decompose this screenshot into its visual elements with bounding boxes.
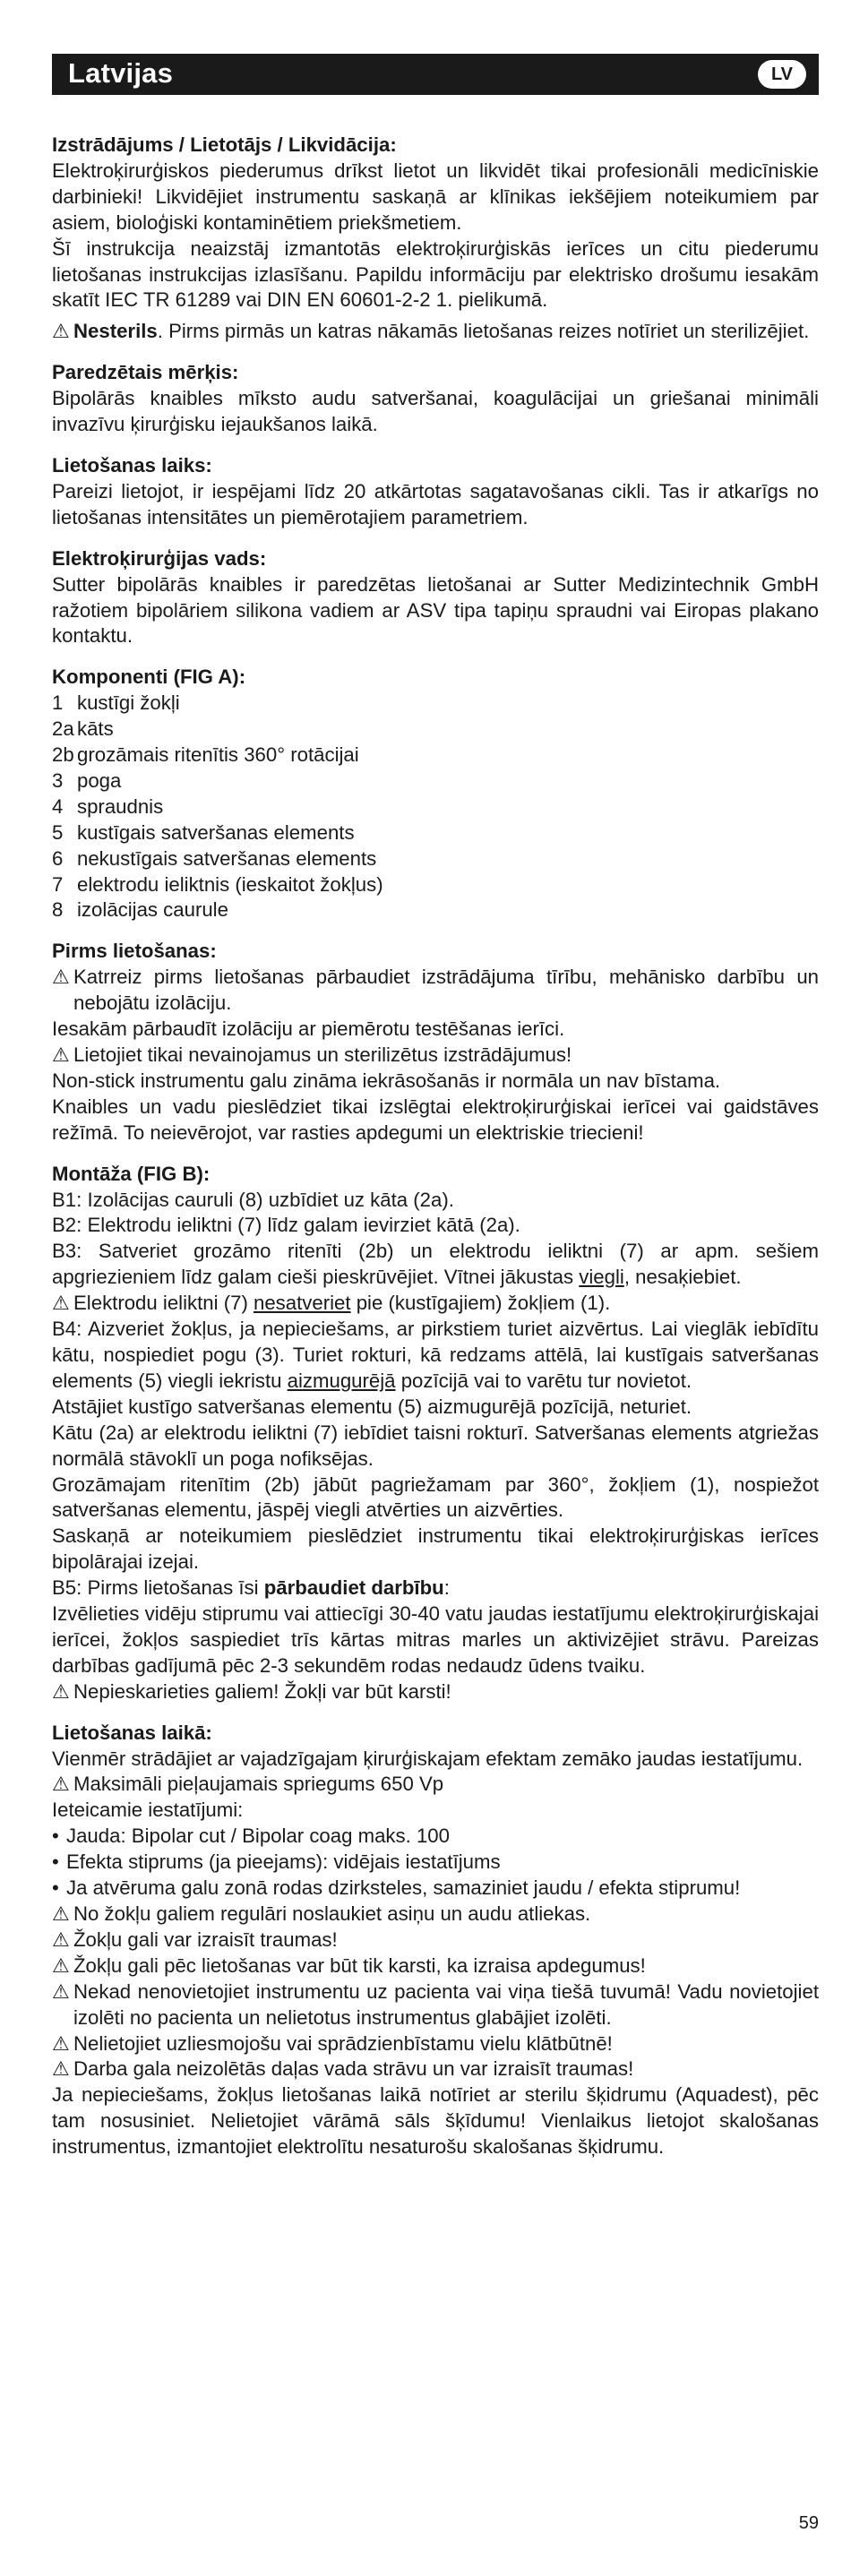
warning-line: ⚠ Žokļu gali pēc lietošanas var būt tik karsti, ka izraisa apdegumus! — [52, 1953, 819, 1979]
warning-line: ⚠ Darba gala neizolētās daļas vada strāvu un var izraisīt traumas! — [52, 2057, 819, 2082]
paragraph: Knaibles un vadu pieslēdziet tikai izslēgtai elektroķirurģiskai ierīcei vai gaidstāves režīmā. To neievērojot, var rasties apdegumi un elektriskie triecieni! — [52, 1095, 819, 1144]
warning-line — [52, 319, 819, 345]
warning-icon: ⚠ — [52, 320, 70, 343]
section-service-life — [52, 453, 819, 531]
bullet-item: • Efekta stiprums (ja pieejams): vidējais iestatījums — [52, 1850, 819, 1876]
paragraph: Kātu (2a) ar elektrodu ieliktni (7) iebīdiet taisni rokturī. Satveršanas elements atgriežas normālā stāvoklī un poga nofiksējas. — [52, 1421, 819, 1470]
paragraph: Grozāmajam ritenītim (2b) jābūt pagriežamam par 360°, žokļiem (1), nospiežot satveršanas elementu, jāspēj viegli atvērties un aizvērties. — [52, 1473, 819, 1522]
paragraph: Pareizi lietojot, ir iespējami līdz 20 atkārtotas sagatavošanas cikli. Tas ir atkarīgs no lietošanas intensitātes un piemērotajiem parametriem. — [52, 479, 819, 528]
paragraph: Ja nepieciešams, žokļus lietošanas laikā notīriet ar sterilu šķidrumu (Aquadest), pēc tam nosusiniet. Nelietojiet vārāmā sāls šķīdumu! Vienlaikus lietojot skalošanas instrumentus, izmantojiet elektrolītu nesaturošu skalošanas šķidrumu. — [52, 2083, 819, 2159]
section-heading: Komponenti (FIG A): — [52, 665, 246, 689]
component-item: 7 elektrodu ieliktnis (ieskaitot žokļus) — [52, 872, 383, 896]
warning-line: ⚠ Nelietojiet uzliesmojošu vai sprādzienbīstamu vielu klātbūtnē! — [52, 2031, 819, 2057]
warning-icon: ⚠ — [52, 1902, 70, 1925]
warning-icon: ⚠ — [52, 2057, 70, 2081]
page-number: 59 — [798, 2513, 819, 2533]
warning-icon: ⚠ — [52, 1679, 70, 1703]
paragraph: Bipolārās knaibles mīksto audu satveršanai, koagulācijai un griešanai minimāli invazīvu ķirurģisku iejaukšanos laikā. — [52, 387, 819, 436]
bullet-icon: • — [52, 1850, 59, 1874]
language-badge: LV — [758, 60, 806, 89]
step-b1: B1: Izolācijas cauruli (8) uzbīdiet uz kāta (2a). — [52, 1188, 454, 1211]
document-body — [52, 133, 819, 2176]
section-before-use — [52, 939, 819, 1146]
paragraph: Vienmēr strādājiet ar vajadzīgajam ķirurģiskajam efektam zemāko jaudas iestatījumu. — [52, 1747, 804, 1770]
warning-icon: ⚠ — [52, 1773, 70, 1796]
component-item: 3 poga — [52, 769, 122, 792]
section-assembly — [52, 1162, 819, 1705]
warning-icon: ⚠ — [52, 1953, 70, 1977]
warning-line: ⚠ Žokļu gali var izraisīt traumas! — [52, 1928, 819, 1953]
section-heading: Paredzētais mērķis: — [52, 361, 239, 384]
warning-icon: ⚠ — [52, 1979, 70, 2003]
warning-line: ⚠ Maksimāli pieļaujamais spriegums 650 Vp — [52, 1772, 819, 1798]
section-heading: Pirms lietošanas: — [52, 940, 217, 963]
section-heading: Lietošanas laiks: — [52, 453, 212, 477]
paragraph: Iesakām pārbaudīt izolāciju ar piemērotu testēšanas ierīci. — [52, 1018, 565, 1041]
component-item: 2b grozāmais ritenītis 360° rotācijai — [52, 743, 359, 767]
language-title: Latvijas — [68, 57, 174, 89]
warning-line: ⚠ Nepieskarieties galiem! Žokļi var būt karsti! — [52, 1679, 819, 1705]
component-item: 2a kāts — [52, 717, 114, 741]
paragraph: Ieteicamie iestatījumi: — [52, 1799, 244, 1822]
component-item: 5 kustīgais satveršanas elements — [52, 820, 355, 844]
warning-text: . Pirms pirmās un katras nākamās lietošanas reizes notīriet un sterilizējiet. — [157, 320, 810, 343]
warning-line: ⚠ Elektrodu ieliktni (7) nesatveriet pie (kustīgajiem) žokļiem (1). — [52, 1291, 819, 1317]
section-heading: Izstrādājums / Lietotājs / Likvidācija: — [52, 133, 397, 156]
section-during-use — [52, 1721, 819, 2160]
section-components — [52, 665, 819, 923]
warning-line: ⚠ Nekad nenovietojiet instrumentu uz pacienta vai viņa tiešā tuvumā! Vadu novietojiet izolēti no pacienta un nelietotus instrumentus glabājiet izolēti. — [52, 1979, 819, 2031]
warning-icon: ⚠ — [52, 966, 70, 989]
step-b2: B2: Elektrodu ieliktni (7) līdz galam ievirziet kātā (2a). — [52, 1214, 520, 1237]
component-item: 8 izolācijas caurule — [52, 898, 228, 922]
warning-line: ⚠ No žokļu galiem regulāri noslaukiet asiņu un audu atliekas. — [52, 1902, 819, 1928]
step-b3: B3: Satveriet grozāmo ritenīti (2b) un elektrodu ieliktni (7) ar apm. sešiem apgriezieniem līdz galam cieši pieskrūvējiet. Vītnei jākustas viegli, nesaķiebiet. — [52, 1240, 819, 1289]
section-heading: Montāža (FIG B): — [52, 1162, 211, 1185]
section-product-user-disposal — [52, 133, 819, 345]
section-heading: Lietošanas laikā: — [52, 1721, 212, 1744]
section-heading: Elektroķirurģijas vads: — [52, 546, 267, 570]
bullet-icon: • — [52, 1876, 59, 1900]
section-cable — [52, 546, 819, 650]
paragraph: Elektroķirurģiskos piederumus drīkst lietot un likvidēt tikai profesionāli medicīniskie darbinieki! Likvidējiet instrumentu saskaņā ar klīnikas iekšējiem noteikumiem par asiem, bioloģiski kontaminētiem priekšmetiem. — [52, 159, 819, 234]
component-item: 1 kustīgi žokļi — [52, 691, 180, 715]
warning-icon: ⚠ — [52, 1292, 70, 1315]
section-intended-use — [52, 360, 819, 438]
component-item: 4 spraudnis — [52, 794, 164, 818]
paragraph: Non-stick instrumentu galu zināma iekrāsošanās ir normāla un nav bīstama. — [52, 1069, 721, 1092]
paragraph: Saskaņā ar noteikumiem pieslēdziet instrumentu tikai elektroķirurģiskas ierīces bipolārajai izejai. — [52, 1524, 819, 1574]
warning-line: ⚠ Lietojiet tikai nevainojamus un sterilizētus izstrādājumus! — [52, 1043, 819, 1069]
step-b5: B5: Pirms lietošanas īsi pārbaudiet darbību: — [52, 1576, 450, 1600]
bullet-item: • Jauda: Bipolar cut / Bipolar coag maks. 100 — [52, 1824, 819, 1850]
paragraph: Šī instrukcija neaizstāj izmantotās elektroķirurģiskās ierīces un citu piederumu lietošanas instrukcijas izlasīšanu. Papildu informāciju par elektrisko drošumu iesakām skatīt IEC TR 61289 vai DIN EN 60601-2-2 1. pielikumā. — [52, 236, 819, 312]
warning-line: ⚠ Katrreiz pirms lietošanas pārbaudiet izstrādājuma tīrību, mehānisko darbību un nebojātu izolāciju. — [52, 965, 819, 1017]
paragraph: Izvēlieties vidēju stiprumu vai attiecīgi 30-40 vatu jaudas iestatījumu elektroķirurģiskajai ierīcei, žokļos saspiediet trīs kārtas mitras marles un aktivizējiet strāvu. Pareizas darbības gadījumā pēc 2-3 sekundēm rodas nedaudz ūdens tvaiku. — [52, 1602, 819, 1677]
paragraph: Atstājiet kustīgo satveršanas elementu (5) aizmugurējā pozīcijā, neturiet. — [52, 1395, 692, 1418]
warning-icon: ⚠ — [52, 2031, 70, 2055]
warning-icon: ⚠ — [52, 1043, 70, 1066]
warning-bold-text: Nesterils — [73, 320, 158, 343]
language-header-bar — [52, 54, 819, 95]
step-b4: B4: Aizveriet žokļus, ja nepieciešams, ar pirkstiem turiet aizvērtus. Lai vieglāk iebīdītu kātu, nospiediet pogu (3). Turiet rokturi, kā redzams attēlā, lai kustīgais satveršanas elements (5) viegli iekristu aizmugurējā pozīcijā vai to varētu tur novietot. — [52, 1318, 819, 1392]
bullet-item: • Ja atvēruma galu zonā rodas dzirksteles, samaziniet jaudu / efekta stiprumu! — [52, 1876, 819, 1902]
warning-icon: ⚠ — [52, 1928, 70, 1951]
paragraph: Sutter bipolārās knaibles ir paredzētas lietošanai ar Sutter Medizintechnik GmbH ražotiem bipolāriem silikona vadiem ar ASV tipa tapiņu spraudni vai Eiropas plakano kontaktu. — [52, 572, 819, 648]
component-item: 6 nekustīgais satveršanas elements — [52, 846, 377, 870]
bullet-icon: • — [52, 1825, 59, 1848]
